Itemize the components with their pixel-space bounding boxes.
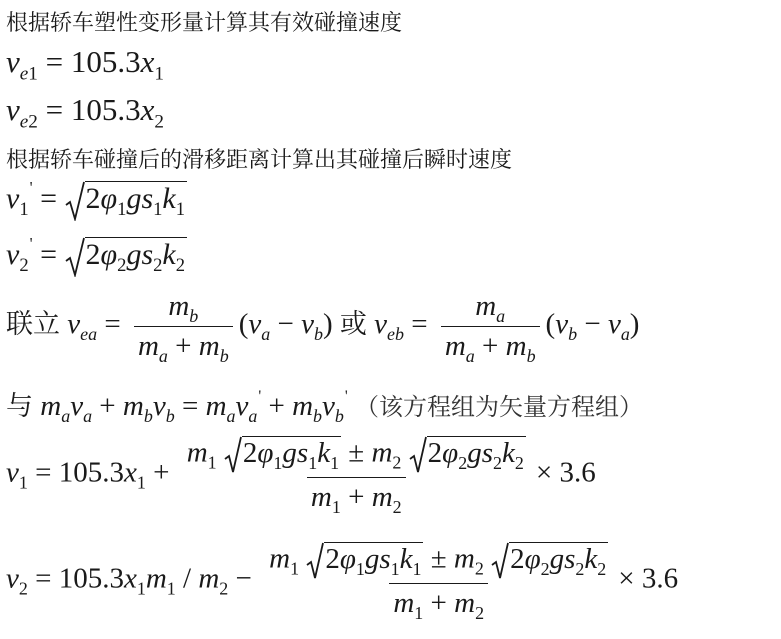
coef-105-3: 105.3 <box>70 92 141 127</box>
equation-momentum: 与 $m_av_a + m_bv_b = m_av_a' + m_bv_b'$ （该方程组为矢量方程组） <box>6 387 644 426</box>
sqrt-radical: $2\varphi_1gs_1k_1$ <box>224 436 341 474</box>
sqrt-radical: $2\varphi_2gs_2k_2$ <box>65 237 188 277</box>
text-lianli: 联立 <box>6 309 60 341</box>
equation-v2-prime: $v_2'$ = $2\varphi_2gs_2k_2$ <box>6 234 186 277</box>
equation-ve2: $v_{e2} = 105.3x_2$ <box>6 92 165 133</box>
text-or: 或 <box>339 309 367 341</box>
text-vector-note: （该方程组为矢量方程组） <box>355 393 644 421</box>
equation-ve1: $v_{e1} = 105.3x_1$ <box>6 44 165 85</box>
equation-v2: $v_2 = 105.3x_1m_1 / m_2$ − $m_1$ $2\varphi_1gs_1k_1$ ± $m_2$ $2\varphi_2gs_2k_2$ $m_1 + m_2$ × 3.6 <box>6 542 679 623</box>
sqrt-radical: $2\varphi_2gs_2k_2$ <box>409 436 526 474</box>
equation-v1-prime: $v_1'$ = $2\varphi_1gs_1k_1$ <box>6 178 186 221</box>
text-post-impact-heading: 根据轿车碰撞后的滑移距离计算出其碰撞后瞬时速度 <box>6 148 513 173</box>
equation-simultaneous: 联立 $v_{ea}$ = $\frac{m_b}{m_a + m_b}$ $(v_a - v_b)$ 或 $v_{eb}$ = $\frac{m_a}{m_a + m_b}$ $(v_b - v_a)$ <box>6 290 640 366</box>
text-yu: 与 <box>6 391 33 422</box>
sqrt-radical: $2\varphi_1gs_1k_1$ <box>306 542 423 580</box>
fraction-v1: $m_1$ $2\varphi_1gs_1k_1$ ± $m_2$ $2\varphi_2gs_2k_2$ $m_1 + m_2$ <box>186 436 524 517</box>
fraction-v2: $m_1$ $2\varphi_1gs_1k_1$ ± $m_2$ $2\varphi_2gs_2k_2$ $m_1 + m_2$ <box>269 542 607 623</box>
equation-v1: $v_1 = 105.3x_1$ + $m_1$ $2\varphi_1gs_1k_1$ ± $m_2$ $2\varphi_2gs_2k_2$ $m_1 + m_2$ × 3.6 <box>6 436 596 517</box>
fraction-mb: $\frac{m_b}{m_a + m_b}$ <box>134 290 233 363</box>
text-effective-speed-heading: 根据轿车塑性变形量计算其有效碰撞速度 <box>6 11 403 36</box>
coef-105-3: 105.3 <box>70 44 141 79</box>
fraction-ma: $\frac{m_a}{m_a + m_b}$ <box>441 290 540 363</box>
sqrt-radical: $2\varphi_1gs_1k_1$ <box>65 181 188 221</box>
sqrt-radical: $2\varphi_2gs_2k_2$ <box>491 542 608 580</box>
